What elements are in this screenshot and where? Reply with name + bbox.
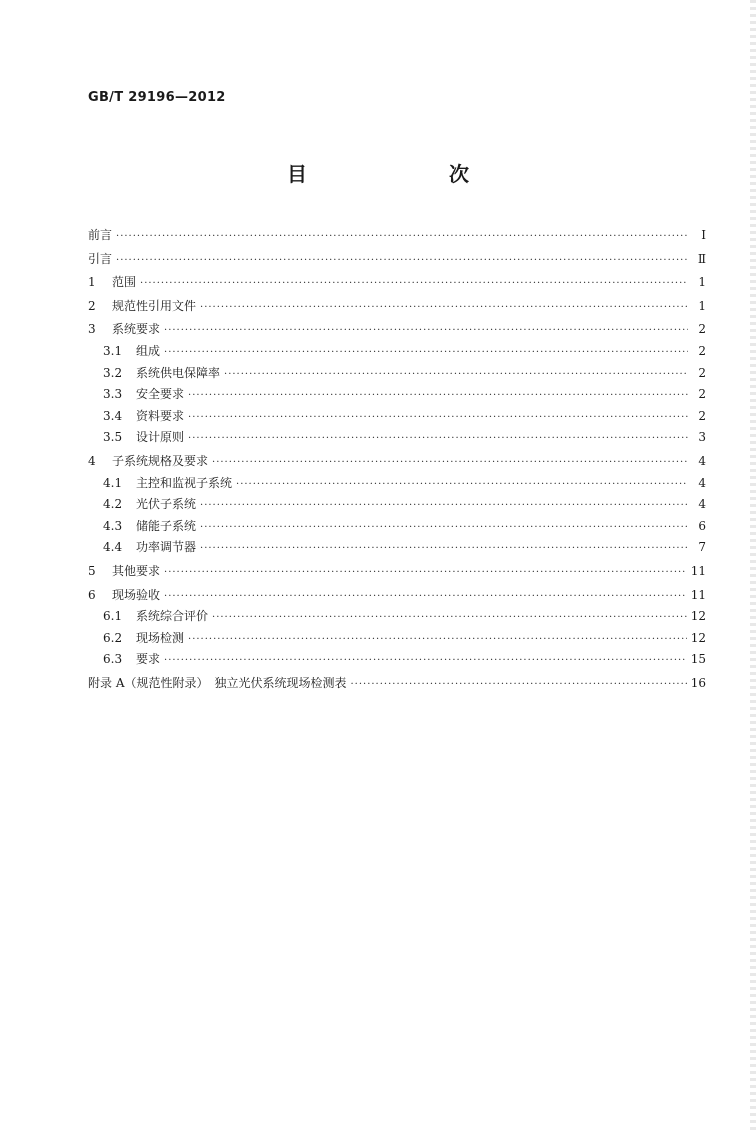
toc-leader-dots xyxy=(188,629,687,651)
scan-binding-edge xyxy=(750,0,756,1134)
toc-entry-page: 2 xyxy=(698,365,706,380)
toc-entry-text: 现场检测 xyxy=(136,630,185,645)
toc-entry-4-4[interactable] xyxy=(88,537,706,559)
toc-entry-annex-a[interactable] xyxy=(88,673,706,695)
toc-entry-4-3[interactable] xyxy=(88,516,706,538)
toc-entry-text: 规范性引用文件 xyxy=(112,298,197,313)
toc-entry-number: 3.4 xyxy=(103,408,123,423)
toc-entry-text: 系统综合评价 xyxy=(136,609,209,624)
toc-entry-page: 2 xyxy=(698,343,706,358)
toc-entry-page: Ⅱ xyxy=(697,251,706,266)
toc-entry-page: Ⅰ xyxy=(701,228,706,242)
toc-leader-dots xyxy=(188,428,688,450)
toc-leader-dots xyxy=(164,586,687,608)
toc-entry-page: 3 xyxy=(698,430,706,445)
toc-entry-3[interactable] xyxy=(88,319,706,341)
toc-entry-page: 1 xyxy=(698,275,706,290)
toc-entry-page: 11 xyxy=(690,587,706,602)
toc-entry-3-3[interactable] xyxy=(88,384,706,406)
toc-entry-number: 5 xyxy=(88,563,96,578)
toc-entry-3-4[interactable] xyxy=(88,406,706,428)
toc-entry-text: 设计原则 xyxy=(136,430,185,445)
toc-entry-page: 7 xyxy=(698,540,706,555)
toc-entry-6-1[interactable] xyxy=(88,606,706,628)
toc-leader-dots xyxy=(140,273,688,295)
toc-entry-text: 附录 A（规范性附录） 独立光伏系统现场检测表 xyxy=(88,675,347,690)
toc-entry-text: 要求 xyxy=(136,652,161,667)
toc-entry-6-2[interactable] xyxy=(88,628,706,650)
toc-leader-dots xyxy=(212,607,687,629)
toc-entry-text: 系统要求 xyxy=(112,322,161,337)
standard-number: GB/T 29196—2012 xyxy=(88,90,226,105)
toc-entry-number: 2 xyxy=(88,298,96,313)
toc-entry-number: 4.2 xyxy=(103,497,123,512)
toc-entry-text: 安全要求 xyxy=(136,387,185,402)
toc-entry-number: 6.1 xyxy=(103,609,123,624)
toc-leader-dots xyxy=(164,650,687,672)
toc-entry-number: 4 xyxy=(88,453,96,468)
toc-entry-number: 3.1 xyxy=(103,343,123,358)
toc-leader-dots xyxy=(116,226,688,248)
toc-entry-text: 范围 xyxy=(112,275,137,290)
toc-entry-page: 4 xyxy=(698,497,706,512)
toc-entry-text: 主控和监视子系统 xyxy=(136,475,233,490)
toc-entry-number: 4.3 xyxy=(103,518,123,533)
toc-entry-number: 6.2 xyxy=(103,630,123,645)
toc-entry-page: 2 xyxy=(698,408,706,423)
toc-entry-6-3[interactable] xyxy=(88,649,706,671)
toc-entry-number: 4.4 xyxy=(103,540,123,555)
toc-entry-text: 储能子系统 xyxy=(136,518,197,533)
toc-leader-dots xyxy=(200,538,688,560)
toc-entry-page: 11 xyxy=(690,563,706,578)
toc-entry-number: 6.3 xyxy=(103,652,123,667)
toc-entry-6[interactable] xyxy=(88,585,706,607)
toc-entry-3-1[interactable] xyxy=(88,341,706,363)
toc-leader-dots xyxy=(212,452,688,474)
toc-entry-page: 4 xyxy=(698,475,706,490)
toc-leader-dots xyxy=(200,517,688,539)
toc-entry-number: 3.5 xyxy=(103,430,123,445)
toc-entry-4[interactable] xyxy=(88,451,706,473)
toc-entry-page: 12 xyxy=(690,609,706,624)
toc-leader-dots xyxy=(188,407,688,429)
toc-entry-1[interactable] xyxy=(88,272,706,294)
toc-leader-dots xyxy=(224,364,688,386)
toc-entry-text: 资料要求 xyxy=(136,408,185,423)
toc-entry-text: 引言 xyxy=(88,251,113,266)
table-of-contents xyxy=(88,225,706,694)
toc-entry-3-5[interactable] xyxy=(88,427,706,449)
page-title: 目 次 xyxy=(287,162,503,186)
toc-entry-2[interactable] xyxy=(88,296,706,318)
toc-entry-number: 1 xyxy=(88,275,96,290)
toc-entry-number: 3.2 xyxy=(103,365,123,380)
toc-entry-3-2[interactable] xyxy=(88,363,706,385)
toc-entry-number: 6 xyxy=(88,587,96,602)
toc-leader-dots xyxy=(236,474,688,496)
toc-entry-foreword[interactable] xyxy=(88,225,706,247)
toc-entry-5[interactable] xyxy=(88,561,706,583)
toc-entry-text: 功率调节器 xyxy=(136,540,197,555)
toc-entry-number: 3 xyxy=(88,322,96,337)
toc-entry-number: 3.3 xyxy=(103,387,123,402)
toc-entry-text: 系统供电保障率 xyxy=(136,365,221,380)
toc-entry-text: 子系统规格及要求 xyxy=(112,453,209,468)
toc-entry-text: 其他要求 xyxy=(112,563,161,578)
toc-entry-number: 4.1 xyxy=(103,475,123,490)
toc-leader-dots xyxy=(164,342,688,364)
toc-leader-dots xyxy=(350,674,686,696)
toc-entry-text: 组成 xyxy=(136,343,161,358)
toc-entry-page: 2 xyxy=(698,387,706,402)
toc-entry-page: 12 xyxy=(690,630,706,645)
toc-leader-dots xyxy=(164,320,688,342)
toc-entry-4-2[interactable] xyxy=(88,494,706,516)
toc-entry-introduction[interactable] xyxy=(88,249,706,271)
toc-leader-dots xyxy=(200,297,688,319)
toc-entry-text: 前言 xyxy=(88,228,113,242)
toc-entry-page: 4 xyxy=(698,453,706,468)
toc-leader-dots xyxy=(188,385,688,407)
toc-leader-dots xyxy=(200,495,688,517)
toc-leader-dots xyxy=(164,562,687,584)
toc-entry-page: 1 xyxy=(698,298,706,313)
toc-entry-page: 2 xyxy=(698,322,706,337)
toc-entry-4-1[interactable] xyxy=(88,473,706,495)
toc-entry-page: 15 xyxy=(690,652,706,667)
toc-entry-page: 6 xyxy=(698,518,706,533)
toc-leader-dots xyxy=(116,250,688,272)
toc-entry-text: 光伏子系统 xyxy=(136,497,197,512)
toc-entry-text: 现场验收 xyxy=(112,587,161,602)
toc-entry-page: 16 xyxy=(690,675,706,690)
